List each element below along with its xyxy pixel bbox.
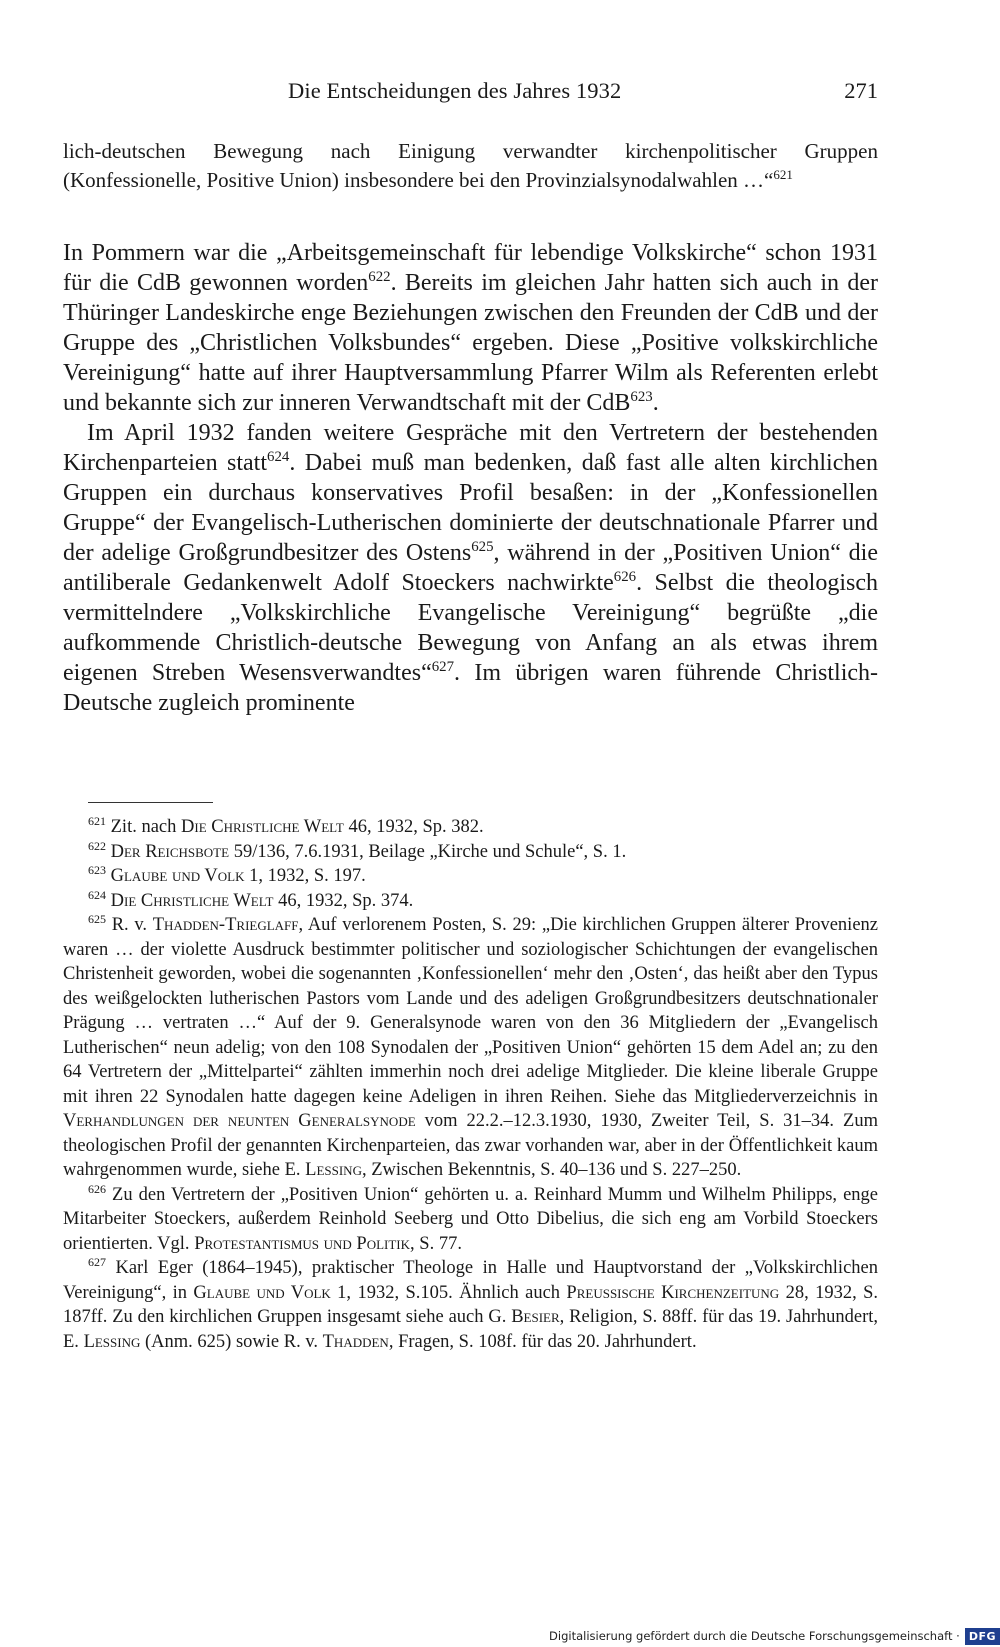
text-run: 1, 1932, S.105. Ähnlich auch: [330, 1282, 567, 1303]
author-name: Besier: [511, 1307, 560, 1327]
footnote-number: 626: [88, 1181, 106, 1196]
text-run: Zu den Vertretern der „Positiven Union“ gehörten u. a. Reinhard Mumm und Wilhelm Philipps, enge Mitarbeiter Stoeckers, außerdem Reinhold Seeberg und Otto Dibelius, die sich eng am Vorbild Stoeckers orientierten. Vgl.: [63, 1184, 878, 1254]
source-title: Die Christliche Welt: [110, 890, 274, 911]
text-run: , S. 77.: [410, 1233, 462, 1254]
source-title: Preussische Kirchenzeitung: [566, 1282, 780, 1303]
quote-text: lich-deutschen Bewegung nach Einigung verwandter kirchenpolitischer Gruppen (Konfessionelle, Positive Union) insbesondere bei den Provinzialsynodalwahlen …“: [63, 139, 878, 192]
text-run: , Auf verlorenem Posten, S. 29: „Die kirchlichen Gruppen älterer Provenienz waren … der violette Ausdruck bestimmter politischer und soziologischer Schichtungen der evangelischen Christenheit geworden, wobei die sogenannten ‚Konfessionellen‘ mehr den ‚Osten‘, das heißt aber den Typus des weißgelockten lutherischen Pastors vom Lande und des adeligen Großgrundbesitzers deutschnationaler Prägung … vertraten …“ Auf der 9. Generalsynode waren von den 36 Mitgliedern der „Evangelisch Lutherischen“ neun adelig; von den 108 Synodalen der „Positiven Union“ gehörten 15 dem Adel an; zu den 64 Vertretern der „Mittelpartei“ zählten immerhin noch drei adelige Mitglieder. Die kleine liberale Gruppe mit ihren 22 Synodalen hatte dagegen keine Adeligen in ihren Reihen. Siehe das Mitgliederverzeichnis in: [63, 915, 878, 1107]
footnote-divider: [88, 802, 213, 803]
footnote-621: [63, 815, 878, 840]
text-run: .: [652, 390, 659, 416]
dfg-logo-icon: DFG: [965, 1628, 1000, 1645]
text-run: . Selbst die theologisch vermittelndere „Volkskirchliche Evangelische Vereinigung“ begrüßte „die aufkommende Christlich-deutsche Bewegung von Anfang an als etwas ihrem eigenen Streben Wesensverwandtes“: [63, 570, 878, 686]
text-run: , Zwischen Bekenntnis, S. 40–136 und S. 227–250.: [361, 1160, 742, 1180]
footnote-622: [63, 840, 878, 865]
footnote-ref: 625: [471, 539, 494, 555]
source-title: Glaube und Volk: [193, 1282, 331, 1303]
paragraph: [63, 418, 878, 718]
footnote-number: 627: [88, 1254, 106, 1269]
source-title: Verhandlungen der neunten Generalsynode: [63, 1111, 416, 1131]
text-run: 59/136, 7.6.1931, Beilage „Kirche und Schule“, S. 1.: [229, 841, 627, 862]
footnote-number: 622: [88, 838, 106, 853]
text-run: . Im übrigen waren führende Christlich-Deutsche zugleich prominente: [63, 660, 878, 716]
text-run: , während in der „Positiven Union“ die antiliberale Gedankenwelt Adolf Stoeckers nachwirkte: [63, 540, 878, 596]
source-title: Glaube und Volk: [110, 866, 245, 886]
source-title: Die Christliche Welt: [181, 817, 344, 837]
running-title: Die Entscheidungen des Jahres 1932: [288, 78, 622, 103]
digitization-footer: [543, 1625, 1000, 1647]
text-run: Karl Eger (1864–1945), praktischer Theologe in Halle und Hauptvorstand der „Volkskirchlichen Vereinigung“, in: [63, 1258, 878, 1303]
text-run: 46, 1932, Sp. 382.: [343, 817, 484, 837]
text-run: Im April 1932 fanden weitere Gespräche mit den Vertretern der bestehenden Kirchenparteien statt: [63, 420, 878, 476]
footnote-626: [63, 1183, 878, 1257]
author-name: Lessing: [305, 1160, 362, 1180]
text-run: vom 22.2.–12.3.1930, 1930, Zweiter Teil, S. 31–34. Zum theologischen Profil der genannten Kirchenparteien, das zwar vorhanden war, aber in der Öffentlichkeit kaum wahrgenommen wurde, siehe E.: [63, 1111, 878, 1180]
footnote-ref: 626: [613, 569, 637, 585]
footnotes: [63, 815, 878, 1354]
quote-continuation: [63, 137, 878, 195]
text-run: R. v.: [111, 915, 153, 935]
text-run: Zit. nach: [110, 817, 182, 837]
footnote-ref: 621: [773, 167, 793, 182]
footnote-624: [63, 889, 878, 914]
footnote-number: 625: [88, 911, 106, 926]
footnote-ref: 623: [630, 389, 653, 405]
source-title: Protestantismus und Politik: [194, 1233, 411, 1254]
main-text: [63, 238, 878, 718]
text-run: (Anm. 625) sowie R. v.: [140, 1331, 323, 1352]
text-run: 28, 1932, S. 187ff. Zu den kirchlichen Gruppen insgesamt siehe auch G.: [63, 1282, 879, 1327]
footnote-number: 621: [88, 813, 106, 828]
author-name: Lessing: [83, 1331, 141, 1352]
footnote-ref: 627: [431, 659, 455, 675]
page-header: [60, 78, 878, 108]
author-name: Thadden: [322, 1331, 389, 1352]
footnote-ref: 624: [267, 449, 290, 465]
text-run: 1, 1932, S. 197.: [244, 866, 366, 886]
footnote-627: [63, 1256, 878, 1354]
text-run: . Bereits im gleichen Jahr hatten sich auch in der Thüringer Landeskirche enge Beziehungen zwischen den Freunden der CdB und der Gruppe des „Christlichen Volksbundes“ ergeben. Diese „Positive volkskirchliche Vereinigung“ hatte auf ihrer Hauptversammlung Pfarrer Wilm als Referenten erlebt und bekannte sich zur inneren Verwandtschaft mit der CdB: [63, 270, 879, 416]
text-run: , Religion, S. 88ff. für das 19. Jahrhundert, E.: [63, 1307, 878, 1352]
footnote-625: [63, 913, 878, 1183]
paragraph: [63, 238, 878, 418]
text-run: In Pommern war die „Arbeitsgemeinschaft für lebendige Volkskirche“ schon 1931 für die CdB gewonnen worden: [63, 240, 878, 296]
text-run: , Fragen, S. 108f. für das 20. Jahrhundert.: [388, 1331, 697, 1352]
page-number: 271: [844, 78, 878, 103]
footnote-623: [63, 864, 878, 889]
footnote-number: 623: [88, 862, 106, 877]
footer-credit: Digitalisierung gefördert durch die Deutsche Forschungsgemeinschaft ·: [549, 1629, 960, 1643]
footnote-ref: 622: [368, 269, 391, 285]
footnote-number: 624: [88, 887, 106, 902]
author-name: Thadden-Trieglaff: [152, 915, 299, 935]
source-title: Der Reichsbote: [110, 841, 230, 862]
text-run: . Dabei muß man bedenken, daß fast alle alten kirchlichen Gruppen ein durchaus konservatives Profil besaßen: in der „Konfessionellen Gruppe“ der Evangelisch-Lutherischen dominierte der deutschnationale Pfarrer und der adelige Großgrundbesitzer des Ostens: [63, 450, 878, 566]
text-run: 46, 1932, Sp. 374.: [273, 890, 414, 911]
